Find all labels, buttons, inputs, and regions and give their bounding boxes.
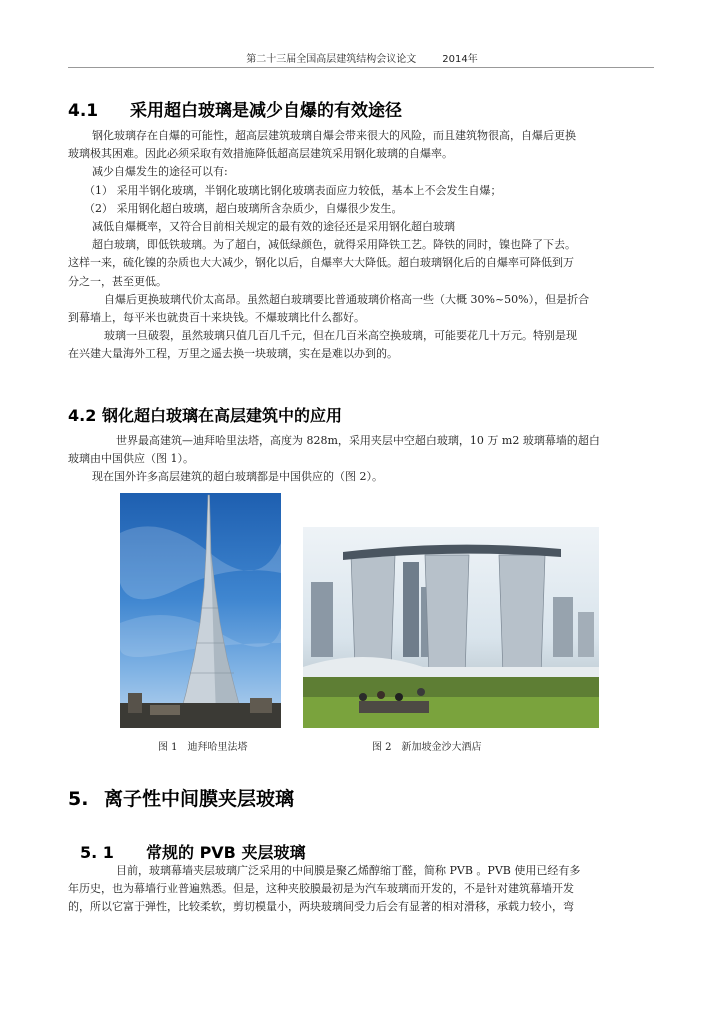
figure-2-caption	[372, 738, 482, 753]
section-5-1-body	[68, 862, 654, 917]
page-header	[0, 50, 724, 65]
paragraph-line: 现在国外许多高层建筑的超白玻璃都是中国供应的（图 2）。	[92, 470, 383, 484]
figure-1-caption	[158, 738, 248, 753]
section-4-2-body	[68, 432, 654, 487]
marina-bay-sands-illustration	[303, 527, 599, 728]
paragraph-line: 目前，玻璃幕墙夹层玻璃广泛采用的中间膜是聚乙烯醇缩丁醛，简称 PVB 。PVB 使用已经有多	[116, 864, 581, 877]
figure-1-burj-khalifa-photo	[120, 493, 281, 728]
figure-caption-text: 迪拜哈里法塔	[187, 742, 248, 753]
figure-2-marina-bay-sands-photo	[303, 527, 599, 728]
figure-caption-text: 新加坡金沙大酒店	[401, 742, 482, 753]
section-title: 钢化超白玻璃在高层建筑中的应用	[102, 406, 343, 425]
paragraph-line: 玻璃极其困难。因此必须采取有效措施降低超高层建筑采用钢化玻璃的自爆率。	[68, 147, 453, 161]
paragraph-line: 减少自爆发生的途径可以有:	[92, 165, 228, 179]
section-4-1-heading	[68, 96, 402, 121]
paragraph-line: 年历史，也为幕墙行业普遍熟悉。但是，这种夹胶膜最初是为汽车玻璃而开发的，不是针对建筑幕墙开发	[68, 882, 574, 896]
section-title: 常规的 PVB 夹层玻璃	[146, 843, 306, 862]
section-number: 5. 1	[80, 843, 114, 862]
paragraph-line: 分之一，甚至更低。	[68, 274, 167, 288]
section-4-1-body	[68, 127, 654, 364]
paragraph-line: 减低自爆概率，又符合目前相关规定的最有效的途径还是采用钢化超白玻璃	[92, 220, 455, 234]
paragraph-line: 在兴建大量海外工程，万里之遥去换一块玻璃，实在是难以办到的。	[68, 347, 398, 361]
section-5-1-heading	[80, 840, 305, 863]
burj-khalifa-illustration	[120, 493, 281, 728]
paragraph-line: 玻璃由中国供应（图 1）。	[68, 452, 194, 466]
section-number: 4.1	[68, 101, 99, 121]
header-year: 2014年	[442, 54, 478, 65]
paragraph-line: 世界最高建筑—迪拜哈里法塔，高度为 828m，采用夹层中空超白玻璃，10 万 m2 玻璃幕墙的超白	[116, 434, 600, 447]
section-number: 5.	[68, 788, 89, 810]
paragraph-line: 这样一来，硫化镍的杂质也大大减少，钢化以后，自爆率大大降低。超白玻璃钢化后的自爆率可降低到万	[68, 256, 574, 270]
section-5-heading	[68, 784, 294, 811]
paragraph-line: 的，所以它富于弹性，比较柔软，剪切模量小，两块玻璃间受力后会有显著的相对滑移，承载力较小，弯	[68, 900, 574, 914]
paragraph-line: 玻璃一旦破裂，虽然玻璃只值几百几千元，但在几百米高空换玻璃，可能要花几十万元。特别是现	[104, 329, 577, 343]
list-item: （2） 采用钢化超白玻璃，超白玻璃所含杂质少，自爆很少发生。	[84, 201, 403, 215]
section-4-2-heading	[68, 403, 342, 426]
paragraph-line: 自爆后更换玻璃代价太高昂。虽然超白玻璃要比普通玻璃价格高一些（大概 30%~50%），但是折合	[104, 292, 590, 306]
paragraph-line: 钢化玻璃存在自爆的可能性，超高层建筑玻璃自爆会带来很大的风险，而且建筑物很高，自爆后更换	[92, 129, 576, 142]
paragraph-line: 超白玻璃，即低铁玻璃。为了超白，减低绿颜色，就得采用降铁工艺。降铁的同时，镍也降了下去。	[92, 238, 576, 252]
conference-name: 第二十三届全国高层建筑结构会议论文	[246, 54, 417, 65]
paragraph-line: 到幕墙上，每平米也就贵百十来块钱。不爆玻璃比什么都好。	[68, 311, 365, 325]
figure-label: 图 2	[372, 742, 392, 753]
section-title: 离子性中间膜夹层玻璃	[104, 788, 295, 810]
section-title: 采用超白玻璃是减少自爆的有效途径	[130, 101, 402, 121]
list-item: （1） 采用半钢化玻璃，半钢化玻璃比钢化玻璃表面应力较低，基本上不会发生自爆；	[84, 183, 502, 197]
section-number: 4.2	[68, 406, 97, 425]
figure-label: 图 1	[158, 742, 178, 753]
header-rule	[68, 67, 654, 68]
